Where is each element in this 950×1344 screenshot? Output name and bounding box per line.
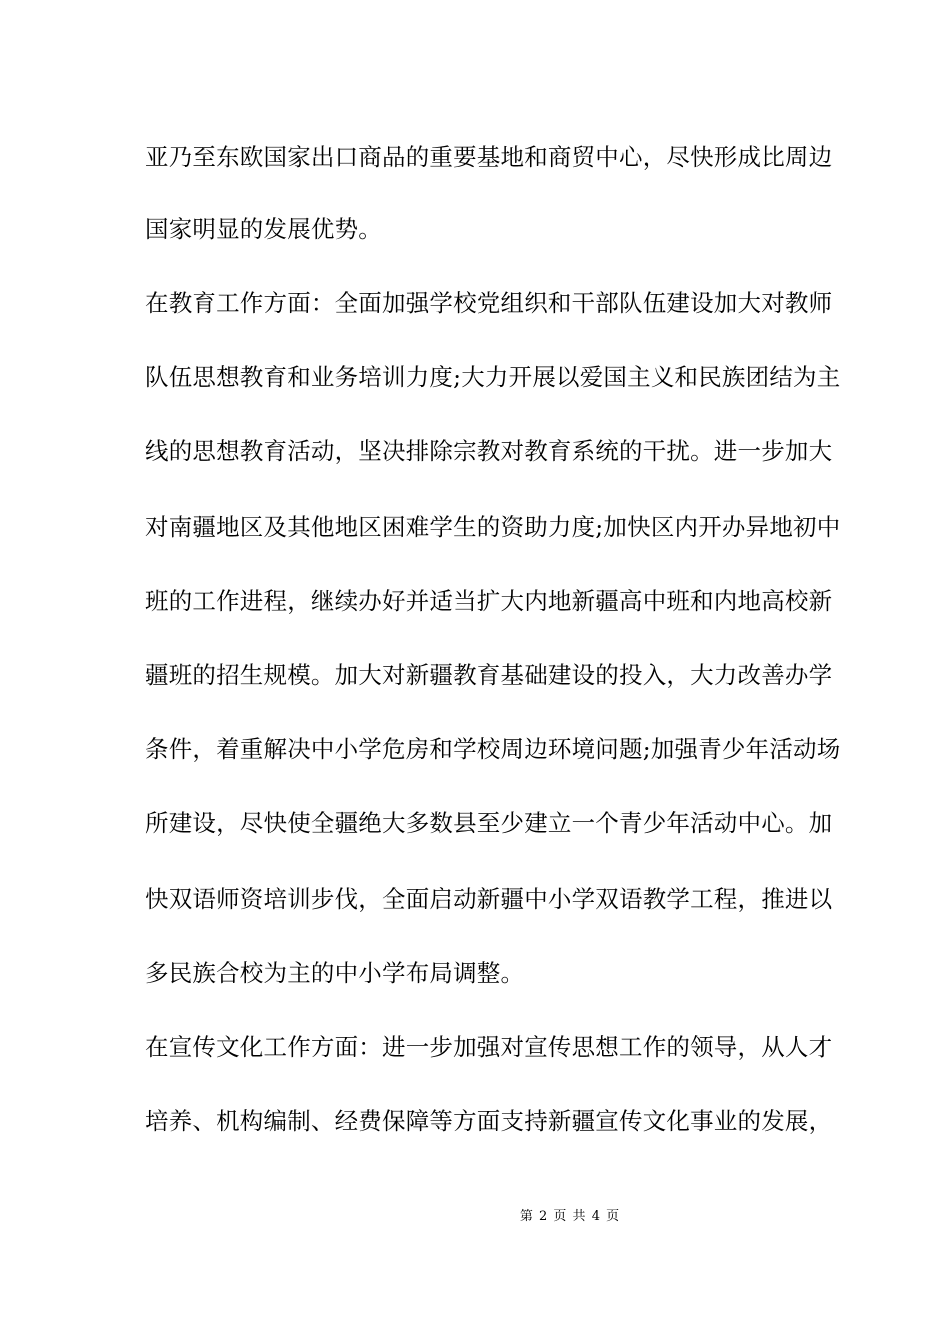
body-line: 在教育工作方面：全面加强学校党组织和干部队伍建设加大对教师	[145, 289, 833, 317]
body-line: 线的思想教育活动，坚决排除宗教对教育系统的干扰。进一步加大	[145, 437, 833, 465]
body-line: 队伍思想教育和业务培训力度;大力开展以爱国主义和民族团结为主	[145, 363, 841, 391]
body-line: 对南疆地区及其他地区困难学生的资助力度;加快区内开办异地初中	[145, 513, 841, 541]
body-line: 快双语师资培训步伐，全面启动新疆中小学双语教学工程，推进以	[145, 885, 833, 913]
body-line: 培养、机构编制、经费保障等方面支持新疆宣传文化事业的发展，	[145, 1107, 833, 1135]
body-line: 多民族合校为主的中小学布局调整。	[145, 959, 525, 987]
body-line: 亚乃至东欧国家出口商品的重要基地和商贸中心，尽快形成比周边	[145, 143, 833, 171]
body-line: 国家明显的发展优势。	[145, 215, 382, 243]
body-line: 所建设，尽快使全疆绝大多数县至少建立一个青少年活动中心。加	[145, 809, 833, 837]
body-line: 疆班的招生规模。加大对新疆教育基础建设的投入，大力改善办学	[145, 661, 833, 689]
body-line: 班的工作进程，继续办好并适当扩大内地新疆高中班和内地高校新	[145, 587, 833, 615]
page-number-footer: 第 2 页 共 4 页	[519, 1209, 621, 1224]
body-line: 在宣传文化工作方面：进一步加强对宣传思想工作的领导，从人才	[145, 1033, 833, 1061]
body-line: 条件，着重解决中小学危房和学校周边环境问题;加强青少年活动场	[145, 735, 841, 763]
